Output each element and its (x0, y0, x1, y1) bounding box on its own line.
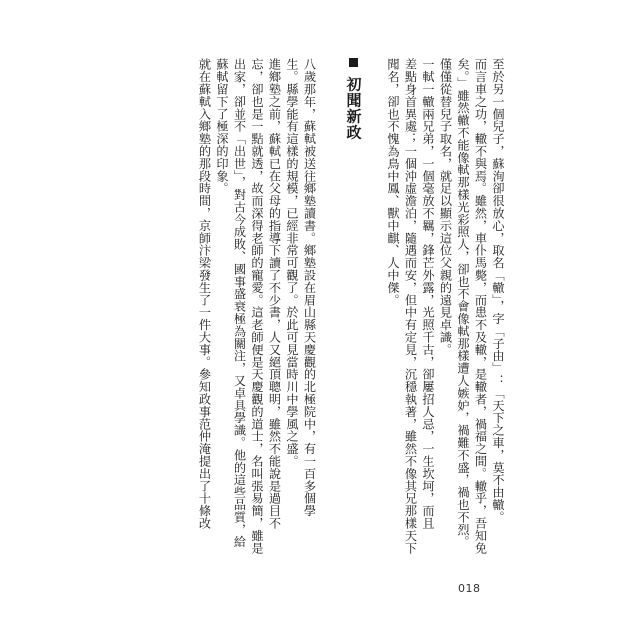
paragraph: 忘，卻也是一點就透，故而深得老師的寵愛。這老師便是天慶觀的道士，名叫張易簡，雖是 (250, 58, 264, 554)
page-number: 018 (458, 582, 481, 595)
section-spacer (318, 58, 336, 578)
paragraph: 進鄉塾之前，蘇軾已在父母的指導下讀了不少書，人又絕頂聰明，雖然不能說是過目不 (267, 58, 282, 530)
paragraph: 差點身首異處；一個沖虛澹泊，隨遇而安，但中有定見，沉穩執著，雖然不像其兄那樣天下 (403, 58, 418, 554)
paragraph: 一軾一轍兩兄弟，一個毫放不羈，鋒芒外露，光照千古，卻屢招人忌，一生坎坷，而且 (421, 58, 435, 530)
paragraph: 僅僅從替兒子取名，就足以顯示這位父親的遠見卓識。 (438, 58, 453, 356)
section-heading: 初聞新政 (344, 76, 363, 141)
paragraph: 八歲那年，蘇軾被送往鄉塾讀書。鄉塾設在眉山縣天慶觀的北極院中，有一百多個學 (302, 58, 317, 517)
paragraph: 至於另一個兒子，蘇洵卻很放心，取名「轍」，字「子由」：「天下之車，莫不由轍。 (491, 58, 505, 524)
heading-square-marker (349, 58, 358, 67)
vertical-text-body (195, 58, 506, 578)
paragraph: 矣。」雖然轍不能像軾那樣光彩照人，卻也不會像軾那樣遭人嫉妒，禍難不盛，禍也不烈。 (456, 58, 470, 548)
paragraph: 生。縣學能有這樣的規模，已經非常可觀了。於此可見當時川中學風之盛。 (285, 58, 299, 468)
section-spacer (366, 58, 384, 578)
paragraph: 聞名，卻也不愧為鳥中鳳、獸中麒、人中傑。 (386, 58, 400, 306)
paragraph: 而言車之功，轍不與焉。雖然，車仆馬斃，而患不及轍，是轍者，禍福之間。轍乎，吾知免 (473, 58, 488, 554)
paragraph: 出家，卻並不「出世」，對古今成敗、國事盛衰極為關注，又卓具學識。他的這些品質，給 (232, 58, 247, 548)
paragraph: 蘇軾留下了極深的印象。 (215, 58, 229, 195)
paragraph: 就在蘇軾入鄉塾的那段時間，京師汴梁發生了一件大事。參知政事范仲淹提出了十條改 (197, 58, 212, 530)
section-heading-block (342, 58, 366, 578)
